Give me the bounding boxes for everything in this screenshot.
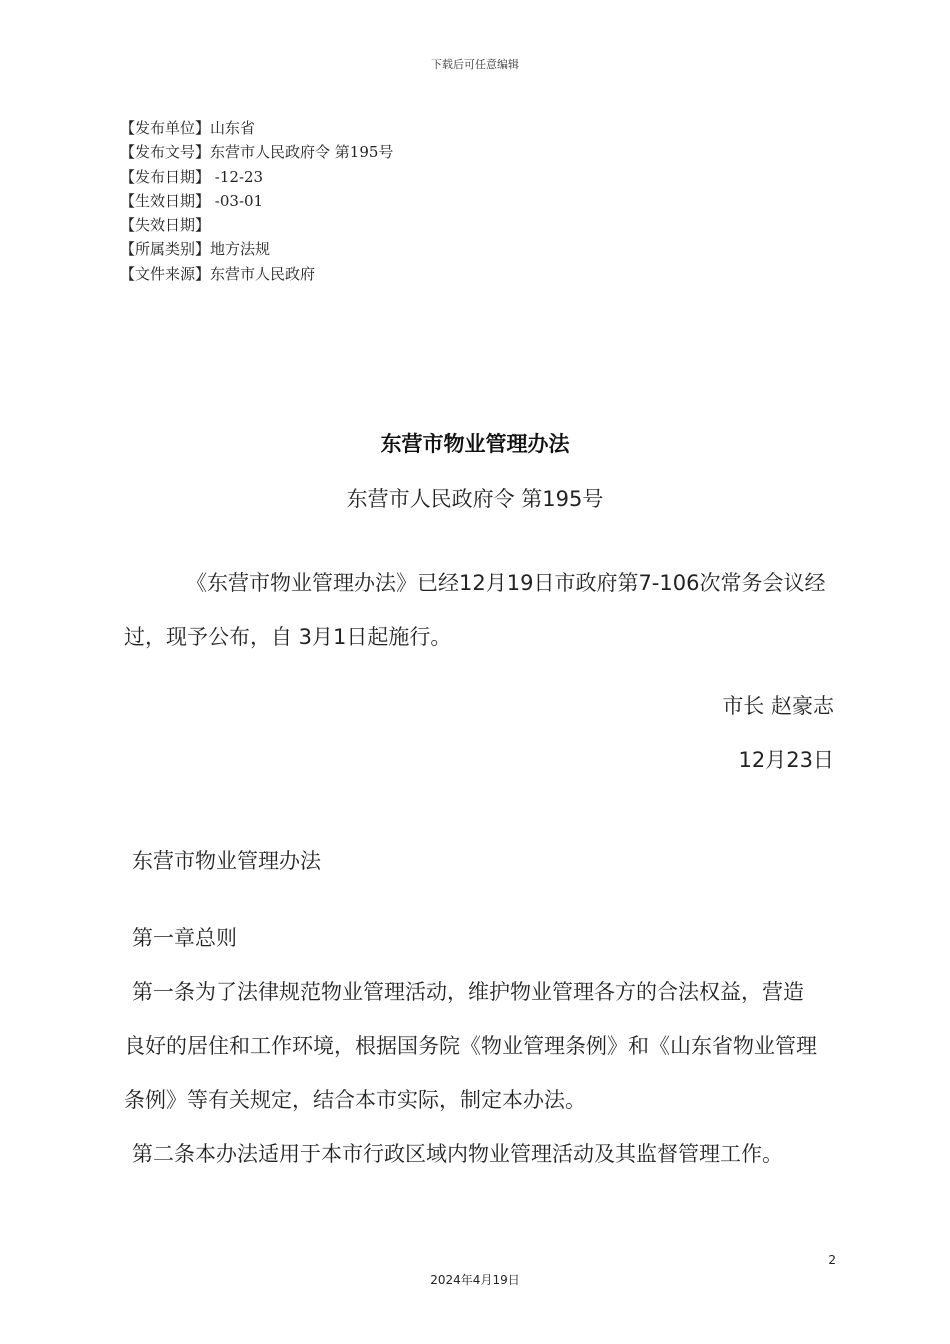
- document-title: 东营市物业管理办法: [380, 432, 570, 456]
- meta-label: 【失效日期】: [120, 216, 211, 235]
- meta-row-expiry-date: [120, 213, 393, 237]
- meta-label: 【所属类别】: [120, 240, 211, 259]
- signature-date: 12月23日: [738, 748, 834, 772]
- meta-value: 地方法规: [210, 240, 271, 259]
- metadata-block: [120, 116, 393, 286]
- meta-label: 【发布文号】: [120, 143, 211, 162]
- meta-value: -03-01: [210, 191, 264, 210]
- header-note: 下载后可任意编辑: [431, 58, 519, 71]
- meta-value: 东营市人民政府令 第195号: [210, 143, 394, 162]
- page-number: 2: [828, 1253, 836, 1267]
- meta-label: 【发布日期】: [120, 167, 211, 186]
- meta-label: 【发布单位】: [120, 119, 211, 137]
- signature-mayor: 市长 赵豪志: [722, 694, 834, 718]
- meta-row-effective-date: [120, 189, 393, 213]
- meta-row-issue-date: [120, 165, 393, 189]
- meta-value: 山东省: [210, 119, 256, 137]
- meta-row-category: [120, 237, 393, 261]
- meta-label: 【生效日期】: [120, 191, 211, 210]
- meta-row-issuer: [120, 116, 393, 140]
- footer-date: 2024年4月19日: [430, 1273, 520, 1287]
- article-paragraph: 第一条为了法律规范物业管理活动，维护物业管理各方的合法权益，营造良好的居住和工作环境，根据国务院《物业管理条例》和《山东省物业管理条例》等有关规定，结合本市实际，制定本办法。: [124, 980, 817, 1112]
- meta-row-source: [120, 262, 393, 286]
- meta-value: 东营市人民政府: [210, 264, 316, 283]
- meta-value: -12-23: [210, 167, 264, 186]
- document-subtitle: 东营市人民政府令 第195号: [346, 487, 604, 511]
- meta-row-doc-number: [120, 140, 393, 164]
- meta-label: 【文件来源】: [120, 264, 211, 283]
- article-paragraph: 第二条本办法适用于本市行政区域内物业管理活动及其监督管理工作。: [132, 1142, 783, 1166]
- chapter-heading: 第一章总则: [132, 926, 237, 950]
- intro-paragraph: 《东营市物业管理办法》已经12月19日市政府第7-106次常务会议经过，现予公布，自 3月1日起施行。: [124, 571, 826, 649]
- section-title: 东营市物业管理办法: [132, 849, 321, 873]
